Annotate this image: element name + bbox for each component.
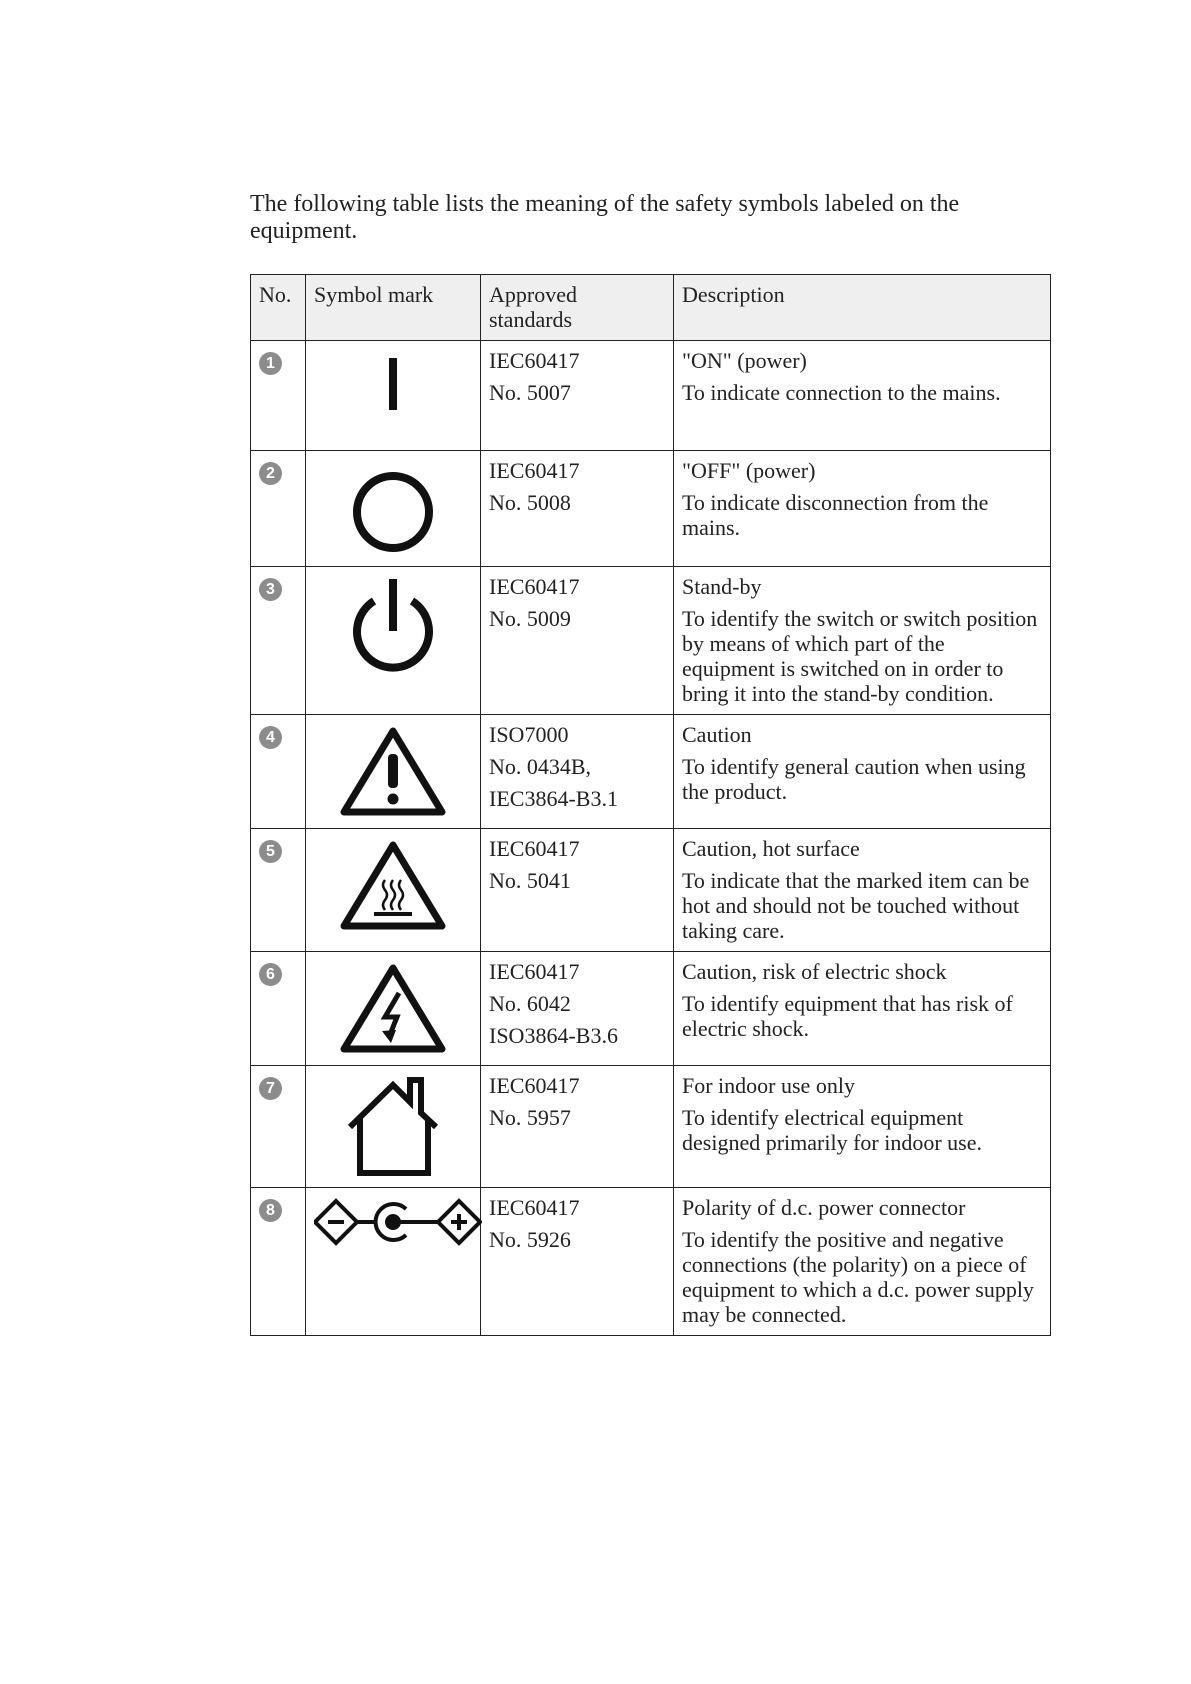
header-description: Description [674, 275, 1051, 341]
indoor-use-icon [338, 1073, 448, 1179]
safety-symbols-table [250, 274, 1051, 1336]
description-title: Caution [682, 722, 752, 747]
description-title: Caution, hot surface [682, 836, 860, 861]
standard-line: IEC60417 [489, 836, 580, 861]
description-title: "OFF" (power) [682, 458, 816, 483]
power-off-icon [343, 458, 443, 558]
row-number-badge: 7 [259, 1077, 282, 1100]
table-row [251, 1066, 1051, 1188]
standard-line: IEC60417 [489, 959, 580, 984]
dc-polarity-icon [314, 1195, 482, 1253]
power-on-icon [343, 348, 443, 428]
standard-line: No. 6042 [489, 991, 571, 1016]
standard-line: IEC60417 [489, 348, 580, 373]
row-number-badge: 2 [259, 462, 282, 485]
row-number-badge: 1 [259, 352, 282, 375]
description-title: For indoor use only [682, 1073, 855, 1098]
standard-line: IEC60417 [489, 574, 580, 599]
standard-line: No. 5041 [489, 868, 571, 893]
description-text: To identify equipment that has risk of electric shock. [682, 991, 1013, 1041]
standard-line: No. 0434B, [489, 754, 592, 779]
description-text: To indicate connection to the mains. [682, 380, 1001, 405]
description-title: "ON" (power) [682, 348, 807, 373]
table-row [251, 952, 1051, 1066]
header-approved-standards: Approved standards [481, 275, 674, 341]
table-row [251, 451, 1051, 567]
description-text: To identify the switch or switch position by means of which part of the equipment is switched on in order to bring it into the stand-by condition. [682, 606, 1038, 706]
row-number-badge: 3 [259, 578, 282, 601]
standard-line: No. 5926 [489, 1227, 571, 1252]
description-title: Caution, risk of electric shock [682, 959, 947, 984]
standard-line: IEC60417 [489, 1195, 580, 1220]
caution-icon [338, 722, 448, 820]
table-row [251, 341, 1051, 451]
description-title: Stand-by [682, 574, 762, 599]
description-text: To identify the positive and negative connections (the polarity) on a piece of equipment to which a d.c. power supply may be connected. [682, 1227, 1034, 1327]
standard-line: No. 5008 [489, 490, 571, 515]
row-number-badge: 5 [259, 840, 282, 863]
electric-shock-icon [338, 959, 448, 1057]
header-no: No. [251, 275, 306, 341]
standby-icon [343, 574, 443, 674]
hot-surface-icon [338, 836, 448, 934]
table-row [251, 829, 1051, 952]
row-number-badge: 8 [259, 1199, 282, 1222]
standard-line: IEC60417 [489, 1073, 580, 1098]
description-text: To indicate that the marked item can be hot and should not be touched without taking care. [682, 868, 1030, 943]
standard-line: No. 5007 [489, 380, 571, 405]
description-text: To identify electrical equipment designed primarily for indoor use. [682, 1105, 982, 1155]
standard-line: No. 5957 [489, 1105, 571, 1130]
standard-line: IEC3864-B3.1 [489, 786, 618, 811]
header-symbol-mark: Symbol mark [306, 275, 481, 341]
standard-line: ISO7000 [489, 722, 569, 747]
description-title: Polarity of d.c. power connector [682, 1195, 966, 1220]
description-text: To indicate disconnection from the mains. [682, 490, 989, 540]
row-number-badge: 6 [259, 963, 282, 986]
row-number-badge: 4 [259, 726, 282, 749]
table-row [251, 1188, 1051, 1336]
standard-line: No. 5009 [489, 606, 571, 631]
description-text: To identify general caution when using the product. [682, 754, 1026, 804]
table-row [251, 567, 1051, 715]
intro-paragraph: The following table lists the meaning of the safety symbols labeled on the equipment. [250, 191, 960, 244]
standard-line: IEC60417 [489, 458, 580, 483]
table-row [251, 715, 1051, 829]
table-header-row [251, 275, 1051, 341]
standard-line: ISO3864-B3.6 [489, 1023, 618, 1048]
